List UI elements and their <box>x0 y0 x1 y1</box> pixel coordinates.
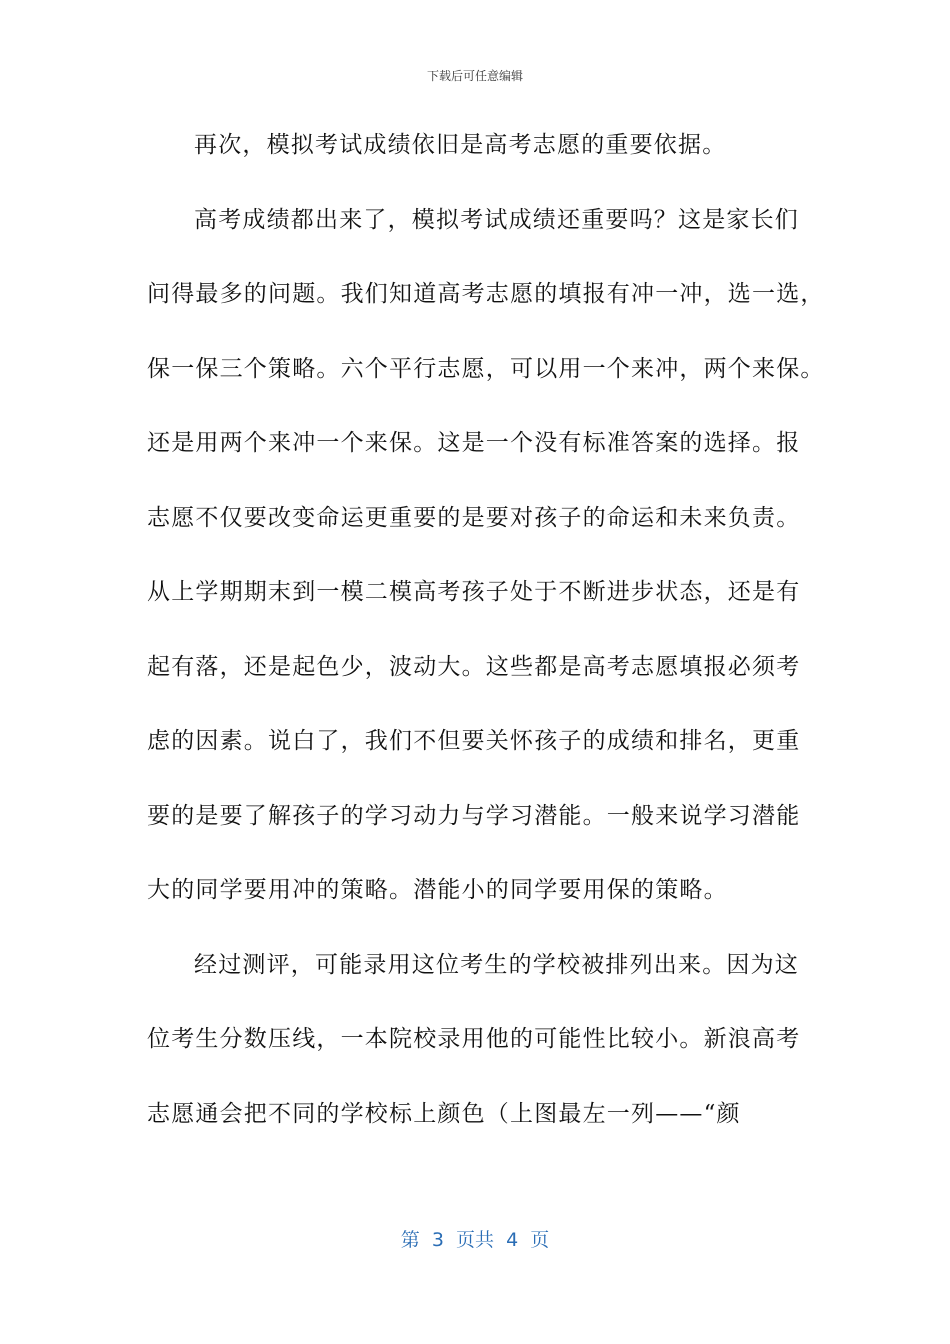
paragraph-line: 高考成绩都出来了，模拟考试成绩还重要吗？这是家长们 <box>194 206 799 233</box>
paragraph-line: 大的同学要用冲的策略。潜能小的同学要用保的策略。 <box>147 877 728 903</box>
paragraph-line: 再次，模拟考试成绩依旧是高考志愿的重要依据。 <box>194 132 727 158</box>
paragraph-line: 保一保三个策略。六个平行志愿，可以用一个来冲，两个来保。 <box>147 355 825 382</box>
paragraph-line: 还是用两个来冲一个来保。这是一个没有标准答案的选择。报 <box>147 430 801 456</box>
paragraph-line: 问得最多的问题。我们知道高考志愿的填报有冲一冲，选一选， <box>147 281 825 307</box>
paragraph-line: 经过测评，可能录用这位考生的学校被排列出来。因为这 <box>194 951 799 978</box>
page-number: 第 3 页共 4 页 <box>400 1229 550 1251</box>
paragraph-line: 位考生分数压线，一本院校录用他的可能性比较小。新浪高考 <box>147 1026 801 1052</box>
paragraph-line: 要的是要了解孩子的学习动力与学习潜能。一般来说学习潜能 <box>147 802 801 829</box>
paragraph-line: 从上学期期末到一模二模高考孩子处于不断进步状态，还是有 <box>147 579 801 605</box>
paragraph-line: 志愿通会把不同的学校标上颜色（上图最左一列——“颜 <box>147 1100 741 1127</box>
paragraph-line: 志愿不仅要改变命运更重要的是要对孩子的命运和未来负责。 <box>147 504 801 531</box>
document-body <box>147 123 825 1166</box>
header-note: 下载后可任意编辑 <box>426 69 523 83</box>
paragraph-line: 虑的因素。说白了，我们不但要关怀孩子的成绩和排名，更重 <box>147 728 801 754</box>
paragraph-line: 起有落，还是起色少，波动大。这些都是高考志愿填报必须考 <box>147 653 801 680</box>
